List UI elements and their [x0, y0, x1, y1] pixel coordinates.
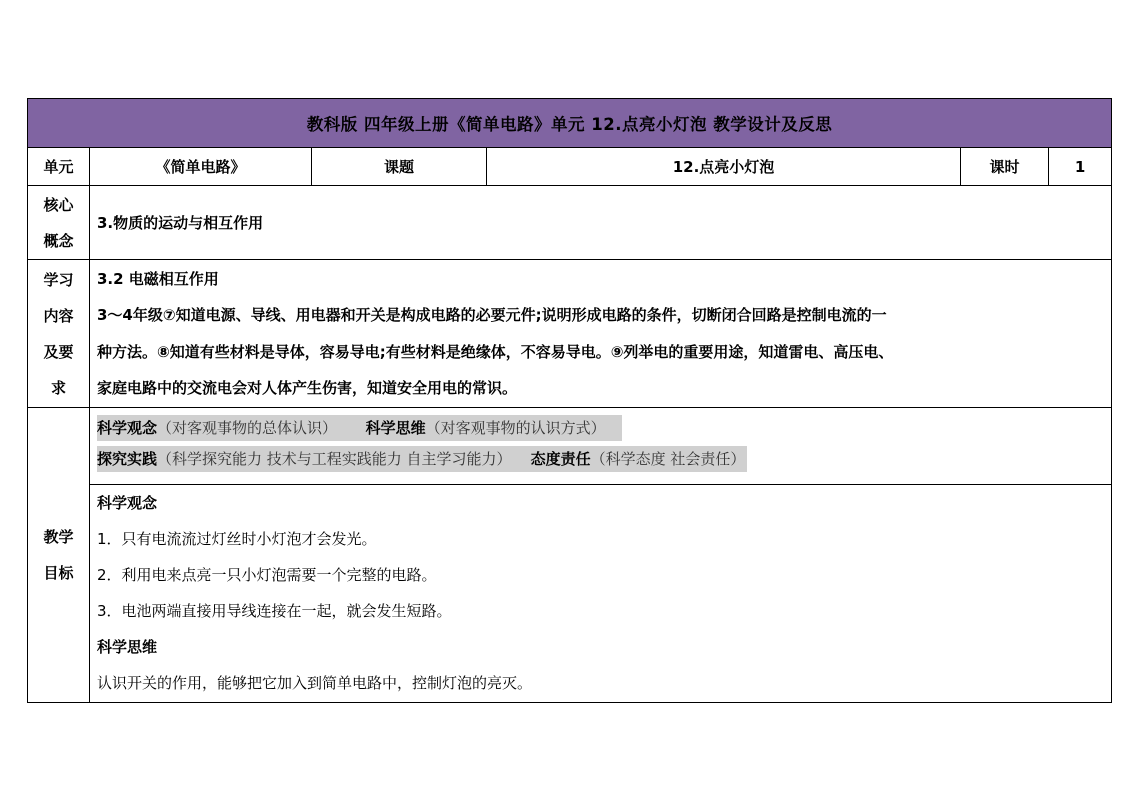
goal-categories — [90, 408, 1112, 485]
thinking-text: 认识开关的作用，能够把它加入到简单电路中，控制灯泡的亮灭。 — [97, 674, 533, 692]
concept-item: 1．只有电流流过灯丝时小灯泡才会发光。 — [97, 530, 377, 548]
lesson-label: 课题 — [312, 148, 487, 186]
concept-item: 2．利用电来点亮一只小灯泡需要一个完整的电路。 — [97, 566, 437, 584]
requirements-line: 家庭电路中的交流电会对人体产生伤害，知道安全用电的常识。 — [97, 379, 518, 397]
concept-item: 3．电池两端直接用导线连接在一起，就会发生短路。 — [97, 602, 452, 620]
period-value: 1 — [1049, 148, 1112, 186]
lesson-value: 12.点亮小灯泡 — [487, 148, 961, 186]
requirements-heading: 3.2 电磁相互作用 — [97, 269, 219, 288]
concept-heading: 科学观念 — [97, 494, 158, 512]
period-label: 课时 — [961, 148, 1049, 186]
thinking-heading: 科学思维 — [97, 638, 158, 656]
requirements-line: 3～4年级⑦知道电源、导线、用电器和开关是构成电路的必要元件;说明形成电路的条件，切断闭合回路是控制电流的一 — [97, 306, 887, 324]
core-concept-value: 3.物质的运动与相互作用 — [90, 186, 1112, 260]
unit-label: 单元 — [28, 148, 90, 186]
goal-tags-row: 科学观念（对客观事物的总体认识） 科学思维（对客观事物的认识方式） — [97, 415, 1111, 441]
learning-requirements-content — [90, 260, 1112, 408]
document-title: 教科版 四年级上册《简单电路》单元 12.点亮小灯泡 教学设计及反思 — [28, 99, 1112, 148]
lesson-plan-table — [27, 98, 1112, 703]
learning-requirements-label: 学习 内容 及要 求 — [28, 260, 90, 408]
unit-value: 《简单电路》 — [90, 148, 312, 186]
goal-tags-row: 探究实践（科学探究能力 技术与工程实践能力 自主学习能力） 态度责任（科学态度 社会责任） — [97, 446, 1111, 472]
teaching-goals-content — [90, 485, 1112, 703]
core-concept-label: 核心 概念 — [28, 186, 90, 260]
requirements-line: 种方法。⑧知道有些材料是导体，容易导电;有些材料是绝缘体，不容易导电。⑨列举电的重要用途，知道雷电、高压电、 — [97, 342, 894, 361]
teaching-goals-label: 教学 目标 — [28, 408, 90, 703]
